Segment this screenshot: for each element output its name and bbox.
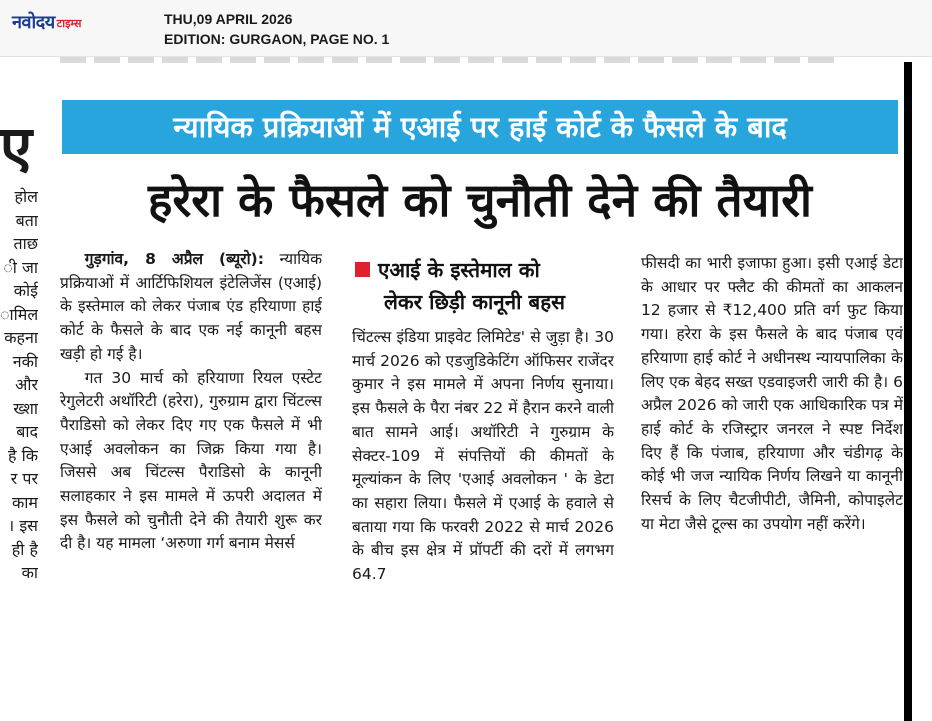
logo-main-text: नवोदय [12,12,55,33]
fragment-line: होल [14,187,38,206]
adjacent-article-fragment [0,185,38,665]
article-kicker: न्यायिक प्रक्रियाओं में एआई पर हाई कोर्ट के फैसले के बाद [62,100,898,154]
fragment-line: ख्शा [13,398,38,418]
fragment-line: कोई [13,281,38,300]
fragment-line: कहना [4,328,38,347]
fragment-line: का [21,563,38,582]
article-column-2 [352,326,614,690]
article-paragraph: फीसदी का भारी इजाफा हुआ। इसी एआई डेटा के आधार पर फ्लैट की कीमतों का आकलन 12 हजार से ₹12,400 प्रति वर्ग फुट किया गया। हरेरा के इस फैसले के बाद पंजाब एवं हरियाणा हाई कोर्ट ने अधीनस्थ न्यायपालिका के लिए एक बेहद सख्त एडवाइजरी जारी की है। 6 अप्रैल 2026 को जारी एक आधिकारिक पत्र में हाई कोर्ट के रजिस्ट्रार जनरल ने स्पष्ट निर्देश दिए हैं कि पंजाब, हरियाणा और चंडीगढ़ के कोई भी जज न्यायिक निर्णय लिखने या कानूनी रिसर्च के लिए चैटजीपीटी, जैमिनी, कोपाइलेट या मेटा जैसे टूल्स का उपयोग नहीं करेंगे। [641,254,903,533]
paragraph-text: न्यायिक प्रक्रियाओं में आर्टिफिशियल इंटेलिजेंस (एआई) के इस्तेमाल को लेकर पंजाब एंड हरियाणा हाई कोर्ट के फैसले के बाद एक नई कानूनी बहस खड़ी हो गई है। [60,250,322,363]
article-subheading [355,254,617,322]
fragment-line: ताछ [13,234,38,253]
edition-page: EDITION: GURGAON, PAGE NO. 1 [164,31,390,47]
fragment-line: बाद [16,422,38,441]
fragment-line: ही है [11,539,38,559]
fragment-line: र पर [10,469,38,488]
adjacent-headline-fragment: ए [0,113,33,181]
masthead-bar [0,0,932,57]
article-paragraph [60,248,322,367]
dateline: गुड़गांव, 8 अप्रैल (ब्यूरो): [84,250,264,268]
article-headline: हरेरा के फैसले को चुनौती देने की तैयारी [148,173,812,227]
issue-date: THU,09 APRIL 2026 [164,11,293,27]
logo-sub-text: टाइम्स [56,17,82,30]
red-square-bullet-icon [355,262,370,277]
fragment-line: बता [15,210,38,230]
page-shadow [904,62,912,721]
cropped-text-strip [60,57,840,63]
fragment-line: ामिल [0,304,38,324]
subheading-line-1: एआई के इस्तेमाल को [378,258,540,282]
article-paragraph: गत 30 मार्च को हरियाणा रियल एस्टेट रेगुलेटरी अथॉरिटी (हरेरा), गुरुग्राम द्वारा चिंटल्स पैराडिसो को लेकर दिए गए एक फैसले में भी एआई अवलोकन का जिक्र किया गया है। जिससे अब चिंटल्स पैराडिसो के कानूनी सलाहकार ने इस मामले में ऊपरी अदालत में इस फैसले को चुनौती देने की तैयारी शुरू कर दी है। यह मामला ‘अरुणा गर्ग बनाम मेसर्स [60,368,322,553]
fragment-line: काम [11,492,38,512]
fragment-line: । इस [8,516,38,535]
fragment-line: और [15,375,38,394]
edition-info [164,9,389,49]
article-column-1 [60,248,322,688]
article-column-3 [641,252,903,688]
fragment-line: है कि [7,445,38,465]
article-paragraph: चिंटल्स इंडिया प्राइवेट लिमिटेड' से जुड़ा है। 30 मार्च 2026 को एडजुडिकेटिंग ऑफिसर राजेंदर कुमार ने इस मामले में अपना निर्णय सुनाया। इस फैसले के पैरा नंबर 22 में हैरान करने वाली बात सामने आई। अथॉरिटी ने गुरुग्राम के सेक्टर-109 में संपत्तियों की कीमतों के मूल्यांकन के लिए 'एआई अवलोकन ' के डेटा का सहारा लिया। फैसले में एआई के हवाले से बताया गया कि फरवरी 2022 से मार्च 2026 के बीच इस क्षेत्र में प्रॉपर्टी की दरों में लगभग 64.7 [352,328,614,584]
subheading-line-2: लेकर छिड़ी कानूनी बहस [384,290,565,314]
fragment-line: ी जा [3,257,38,277]
fragment-line: नकी [12,351,38,371]
newspaper-logo[interactable] [12,8,81,34]
